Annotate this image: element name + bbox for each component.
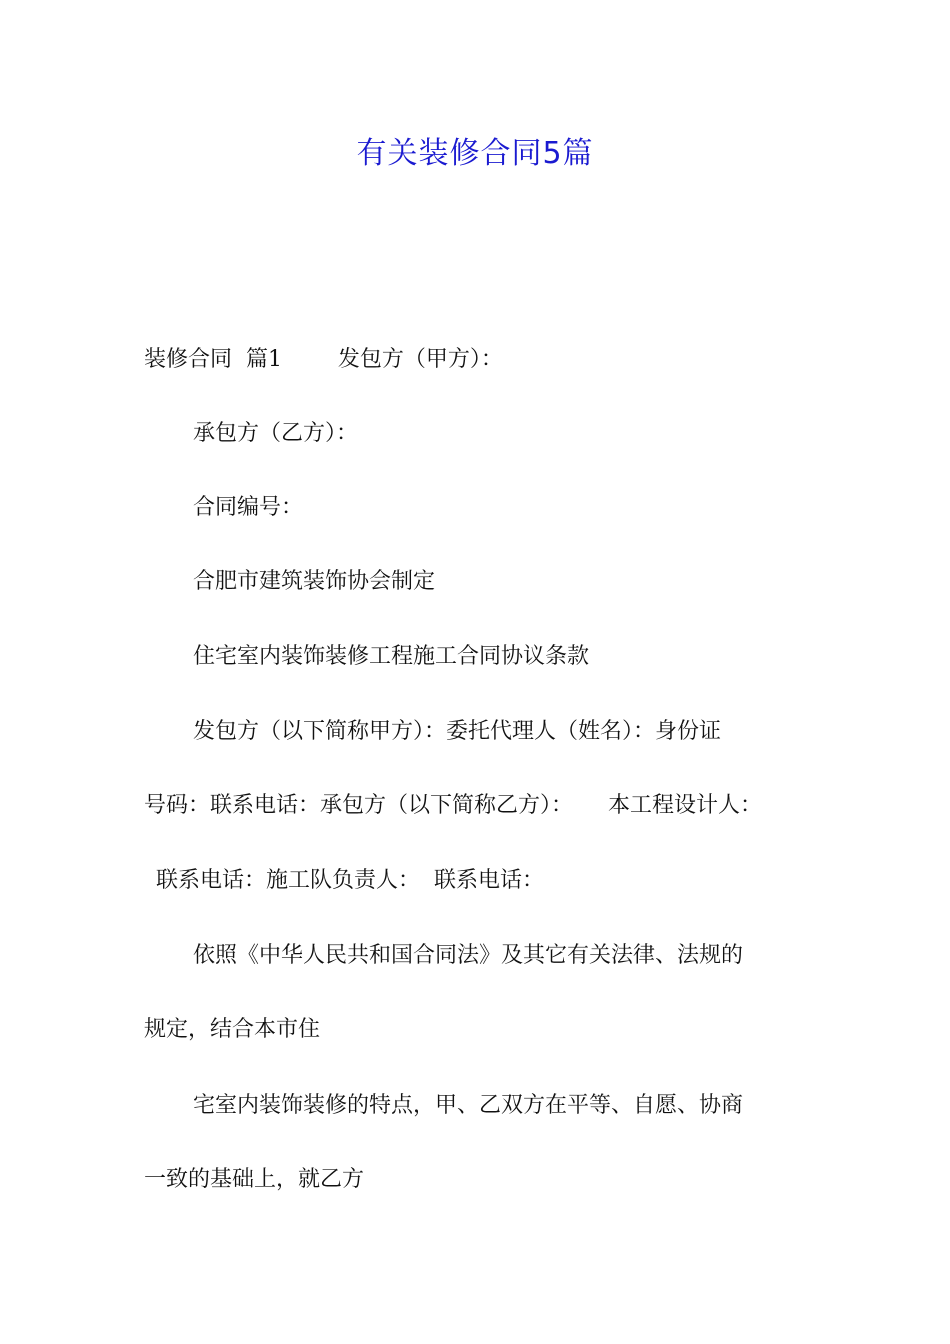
paragraph-line-12: 一致的基础上，就乙方 xyxy=(144,1167,365,1192)
document-title: 有关装修合同5篇 xyxy=(356,136,594,171)
paragraph-line-6: 发包方（以下简称甲方）：委托代理人（姓名）：身份证 xyxy=(193,719,722,744)
paragraph-line-11: 宅室内装饰装修的特点，甲、乙双方在平等、自愿、协商 xyxy=(193,1093,744,1118)
paragraph-line-3: 合同编号： xyxy=(193,495,304,520)
paragraph-line-10: 规定，结合本市住 xyxy=(144,1017,321,1042)
paragraph-line-5: 住宅室内装饰装修工程施工合同协议条款 xyxy=(193,644,590,669)
paragraph-line-4: 合肥市建筑装饰协会制定 xyxy=(193,569,436,594)
paragraph-line-1: 装修合同 篇1 发包方（甲方）： xyxy=(144,347,503,372)
paragraph-line-8: 联系电话：施工队负责人： 联系电话： xyxy=(156,868,544,893)
paragraph-line-2: 承包方（乙方）： xyxy=(193,421,359,446)
paragraph-line-7: 号码：联系电话：承包方（以下简称乙方）： 本工程设计人： xyxy=(144,793,762,818)
paragraph-line-9: 依照《中华人民共和国合同法》及其它有关法律、法规的 xyxy=(193,943,744,968)
